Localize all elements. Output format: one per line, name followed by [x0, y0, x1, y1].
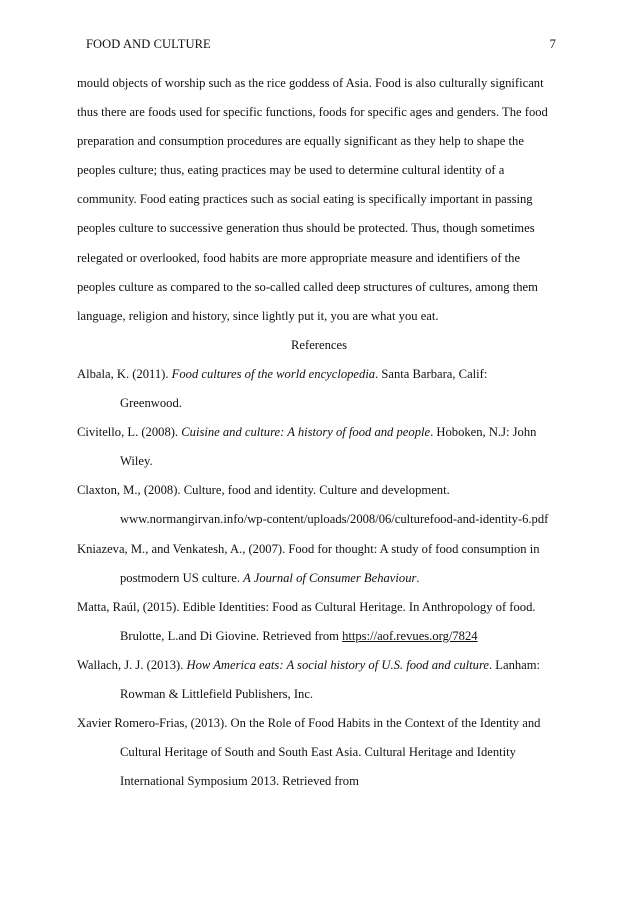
reference-link[interactable]: https://aof.revues.org/7824 [342, 628, 478, 643]
references-heading: References [291, 337, 347, 352]
body-line: peoples culture; thus, eating practices may be used to determine cultural identity of a [77, 163, 505, 178]
reference-kniazeva-line-2 [77, 564, 561, 593]
reference-wallach-line-1 [77, 651, 561, 680]
body-line: community. Food eating practices such as social eating is specifically important in passing [77, 192, 533, 207]
reference-claxton-line-2: www.normangirvan.info/wp-content/uploads/2008/06/culturefood-and-identity-6.pdf [120, 512, 549, 527]
reference-civitello-line-1 [77, 418, 561, 447]
reference-text: . Santa Barbara, Calif: [375, 366, 488, 381]
reference-text: . [416, 570, 420, 585]
reference-journal: A Journal of Consumer Behaviour [243, 570, 417, 585]
reference-romero-frias-line-2: Cultural Heritage of South and South East Asia. Cultural Heritage and Identity [120, 745, 516, 760]
reference-title: Food cultures of the world encyclopedia [171, 366, 376, 381]
reference-romero-frias-line-1: Xavier Romero-Frias, (2013). On the Role of Food Habits in the Context of the Identity and [77, 716, 541, 731]
body-line: relegated or overlooked, food habits are more appropriate measure and identifiers of the [77, 250, 521, 265]
reference-title: Cuisine and culture: A history of food and people [181, 425, 431, 440]
body-text [77, 69, 561, 796]
reference-text: Albala, K. (2011). [77, 366, 172, 381]
body-line: peoples culture to successive generation thus should be protected. Thus, though sometimes [77, 221, 535, 236]
body-line: thus there are foods used for specific functions, foods for specific ages and genders. The food [77, 105, 548, 120]
reference-text: . Hoboken, N.J: John [430, 425, 537, 440]
reference-civitello-line-2: Wiley. [120, 454, 153, 469]
reference-romero-frias-line-3: International Symposium 2013. Retrieved from [120, 774, 359, 789]
reference-text: Civitello, L. (2008). [77, 425, 182, 440]
running-title: FOOD AND CULTURE [86, 37, 211, 51]
reference-text: postmodern US culture. [120, 570, 244, 585]
reference-claxton-line-1: Claxton, M., (2008). Culture, food and identity. Culture and development. [77, 483, 450, 498]
reference-matta-line-1: Matta, Raúl, (2015). Edible Identities: Food as Cultural Heritage. In Anthropology of food. [77, 599, 536, 614]
reference-text: Brulotte, L.and Di Giovine. Retrieved from [120, 628, 343, 643]
reference-text: . Lanham: [488, 657, 541, 672]
body-line: language, religion and history, since lightly put it, you are what you eat. [77, 308, 439, 323]
reference-albala-line-2: Greenwood. [120, 396, 182, 411]
body-line: peoples culture as compared to the so-called called deep structures of cultures, among them [77, 279, 538, 294]
body-line: mould objects of worship such as the rice goddess of Asia. Food is also culturally significant [77, 76, 544, 90]
reference-albala-line-1 [77, 360, 561, 389]
reference-kniazeva-line-1: Kniazeva, M., and Venkatesh, A., (2007). Food for thought: A study of food consumption in [77, 541, 540, 556]
reference-title: How America eats: A social history of U.S. food and culture [186, 657, 489, 672]
reference-matta-line-2 [77, 622, 561, 651]
body-line: preparation and consumption procedures are equally significant as they help to shape the [77, 134, 524, 149]
reference-wallach-line-2: Rowman & Littlefield Publishers, Inc. [120, 686, 314, 701]
reference-text: Wallach, J. J. (2013). [77, 657, 187, 672]
page-number: 7 [549, 37, 556, 51]
